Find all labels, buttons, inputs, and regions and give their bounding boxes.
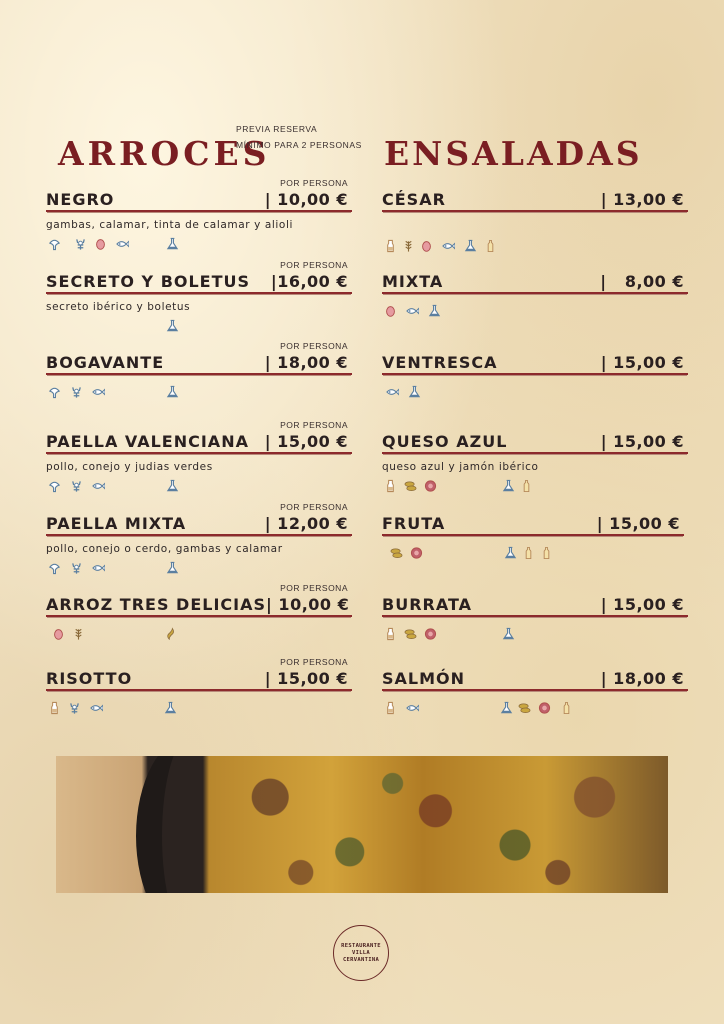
sulphite-flask-icon <box>408 385 421 399</box>
mollusc-icon <box>48 237 61 251</box>
per-person-label: POR PERSONA <box>280 178 348 188</box>
per-person-label: POR PERSONA <box>280 420 348 430</box>
mustard-bottle-icon <box>560 701 573 715</box>
reservation-note-line1: PREVIA RESERVA <box>236 124 318 134</box>
dish-name: SECRETO Y BOLETUS <box>46 272 251 291</box>
nuts-icon <box>404 479 417 493</box>
logo-line1: RESTAURANTE <box>341 942 381 949</box>
restaurant-logo <box>333 925 389 981</box>
logo-line2: VILLA <box>351 949 371 956</box>
sulphite-flask-icon <box>166 561 179 575</box>
allergen-icons <box>46 319 352 337</box>
dish-price: | 15,00 € <box>600 432 684 451</box>
sesame-icon <box>410 546 423 560</box>
dish-name: MIXTA <box>382 272 444 291</box>
allergen-icons <box>46 385 352 403</box>
dish-name: PAELLA MIXTA <box>46 514 187 533</box>
menu-item-paella-valenciana <box>46 420 352 497</box>
egg-icon <box>94 237 107 251</box>
soy-icon <box>164 627 177 641</box>
menu-item-ventresca <box>382 353 688 403</box>
mustard-bottle-icon <box>540 546 553 560</box>
dish-price: | 15,00 € <box>596 514 680 533</box>
per-person-label: POR PERSONA <box>280 657 348 667</box>
allergen-icons <box>46 627 352 645</box>
sesame-icon <box>424 479 437 493</box>
dish-name: ARROZ TRES DELICIAS <box>46 595 267 614</box>
mustard-bottle-icon <box>520 479 533 493</box>
allergen-icons <box>46 237 352 255</box>
allergen-icons <box>382 627 688 645</box>
dairy-bottle-icon <box>384 701 397 715</box>
nuts-icon <box>390 546 403 560</box>
dish-description: secreto ibérico y boletus <box>46 301 191 313</box>
egg-icon <box>420 239 433 253</box>
fish-icon <box>442 239 455 253</box>
crustacean-icon <box>70 479 83 493</box>
allergen-icons <box>46 479 352 497</box>
dish-price: |16,00 € <box>270 272 348 291</box>
menu-item-burrata <box>382 595 688 645</box>
dish-name: RISOTTO <box>46 669 133 688</box>
dish-price: | 10,00 € <box>264 190 348 209</box>
per-person-label: POR PERSONA <box>280 502 348 512</box>
allergen-icons <box>382 304 688 322</box>
dish-price: | 15,00 € <box>264 669 348 688</box>
sulphite-flask-icon <box>166 319 179 333</box>
mustard-bottle-icon <box>484 239 497 253</box>
allergen-icons <box>46 561 352 579</box>
dish-price: | 15,00 € <box>600 595 684 614</box>
per-person-label: POR PERSONA <box>280 583 348 593</box>
dish-price: | 13,00 € <box>600 190 684 209</box>
crustacean-icon <box>70 385 83 399</box>
fish-icon <box>92 385 105 399</box>
logo-line3: CERVANTINA <box>342 956 380 963</box>
menu-item-cesar <box>382 190 688 257</box>
mollusc-icon <box>48 479 61 493</box>
allergen-icons <box>382 385 688 403</box>
dish-price: | 18,00 € <box>264 353 348 372</box>
dish-name: PAELLA VALENCIANA <box>46 432 249 451</box>
menu-item-bogavante <box>46 341 352 403</box>
egg-icon <box>384 304 397 318</box>
dairy-bottle-icon <box>384 479 397 493</box>
allergen-icons <box>382 546 684 564</box>
fish-icon <box>90 701 103 715</box>
allergen-icons <box>382 479 688 497</box>
gluten-wheat-icon <box>72 627 85 641</box>
per-person-label: POR PERSONA <box>280 260 348 270</box>
crustacean-icon <box>74 237 87 251</box>
dairy-bottle-icon <box>384 627 397 641</box>
dish-name: VENTRESCA <box>382 353 498 372</box>
gluten-wheat-icon <box>402 239 415 253</box>
dish-price: | 8,00 € <box>600 272 684 291</box>
sulphite-flask-icon <box>166 385 179 399</box>
dish-price: | 12,00 € <box>264 514 348 533</box>
reservation-note-line2: MÍNIMO PARA 2 PERSONAS <box>236 140 362 150</box>
paella-pan-edge <box>136 756 246 893</box>
sulphite-flask-icon <box>428 304 441 318</box>
fish-icon <box>406 304 419 318</box>
dish-name: FRUTA <box>382 514 446 533</box>
per-person-label: POR PERSONA <box>280 341 348 351</box>
menu-item-secreto-y-boletus <box>46 260 352 337</box>
sulphite-flask-icon <box>502 479 515 493</box>
sulphite-flask-icon <box>164 701 177 715</box>
sulphite-flask-icon <box>500 701 513 715</box>
ensaladas-title: ENSALADAS <box>384 134 643 173</box>
allergen-icons <box>382 239 688 257</box>
mustard-bottle-icon <box>522 546 535 560</box>
sulphite-flask-icon <box>166 479 179 493</box>
menu-item-paella-mixta <box>46 502 352 579</box>
reservation-note <box>236 121 362 153</box>
dish-name: CÉSAR <box>382 190 446 209</box>
dairy-bottle-icon <box>48 701 61 715</box>
sulphite-flask-icon <box>166 237 179 251</box>
sesame-icon <box>538 701 551 715</box>
dish-name: BURRATA <box>382 595 473 614</box>
mollusc-icon <box>48 385 61 399</box>
dish-description: pollo, conejo y judias verdes <box>46 461 213 473</box>
dish-price: | 18,00 € <box>600 669 684 688</box>
dish-description: pollo, conejo o cerdo, gambas y calamar <box>46 543 283 555</box>
crustacean-icon <box>68 701 81 715</box>
fish-icon <box>92 479 105 493</box>
sulphite-flask-icon <box>464 239 477 253</box>
menu-item-salmon <box>382 669 688 719</box>
dish-price: | 15,00 € <box>264 432 348 451</box>
menu-item-fruta <box>382 514 684 564</box>
dish-name: SALMÓN <box>382 669 466 688</box>
allergen-icons <box>46 701 352 719</box>
menu-item-arroz-tres-delicias <box>46 583 352 645</box>
sulphite-flask-icon <box>502 627 515 641</box>
nuts-icon <box>404 627 417 641</box>
arroces-title: ARROCES <box>58 134 271 173</box>
allergen-icons <box>382 701 688 719</box>
dairy-bottle-icon <box>384 239 397 253</box>
sulphite-flask-icon <box>504 546 517 560</box>
menu-item-mixta <box>382 272 688 322</box>
fish-icon <box>386 385 399 399</box>
fish-icon <box>406 701 419 715</box>
menu-item-risotto <box>46 657 352 719</box>
mollusc-icon <box>48 561 61 575</box>
sesame-icon <box>424 627 437 641</box>
dish-description: gambas, calamar, tinta de calamar y alioli <box>46 219 293 231</box>
fish-icon <box>116 237 129 251</box>
nuts-icon <box>518 701 531 715</box>
egg-icon <box>52 627 65 641</box>
dish-name: BOGAVANTE <box>46 353 165 372</box>
paella-photo <box>56 756 668 893</box>
dish-description: queso azul y jamón ibérico <box>382 461 539 473</box>
crustacean-icon <box>70 561 83 575</box>
menu-item-negro <box>46 178 352 255</box>
dish-name: NEGRO <box>46 190 115 209</box>
menu-item-queso-azul <box>382 432 688 497</box>
dish-price: | 15,00 € <box>600 353 684 372</box>
dish-name: QUESO AZUL <box>382 432 508 451</box>
fish-icon <box>92 561 105 575</box>
dish-price: | 10,00 € <box>266 595 350 614</box>
